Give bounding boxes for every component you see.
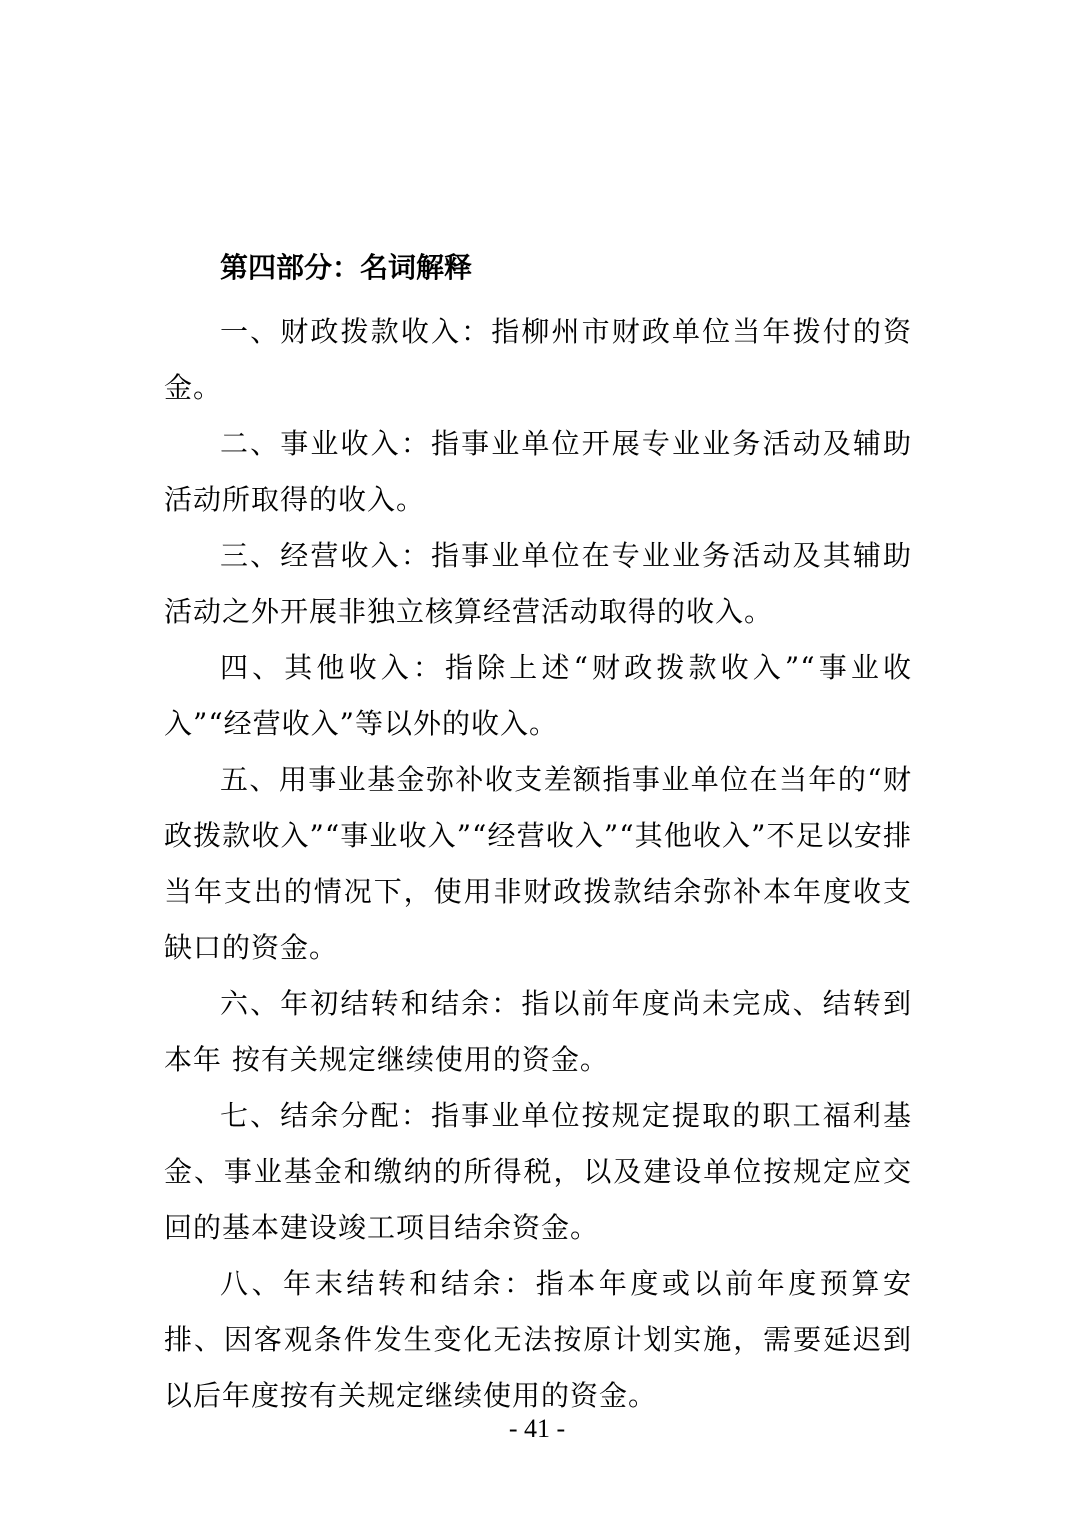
definition-other-income: 四、其他收入：指除上述“财政拨款收入”“事业收入”“经营收入”等以外的收入。 <box>164 651 912 740</box>
document-body <box>164 246 912 1424</box>
definition-beginning-carryover: 六、年初结转和结余：指以前年度尚未完成、结转到本年 按有关规定继续使用的资金。 <box>164 987 912 1076</box>
definition-business-fund-offset: 五、用事业基金弥补收支差额指事业单位在当年的“财政拨款收入”“事业收入”“经营收入”“其他收入”不足以安排当年支出的情况下，使用非财政拨款结余弥补本年度收支缺口的资金。 <box>164 763 912 964</box>
definition-ending-carryover: 八、年末结转和结余：指本年度或以前年度预算安排、因客观条件发生变化无法按原计划实施，需要延迟到以后年度按有关规定继续使用的资金。 <box>164 1267 912 1412</box>
section-heading: 第四部分：名词解释 <box>220 251 473 284</box>
definition-business-income: 二、事业收入：指事业单位开展专业业务活动及辅助活动所取得的收入。 <box>164 427 912 516</box>
definition-surplus-distribution: 七、结余分配：指事业单位按规定提取的职工福利基金、事业基金和缴纳的所得税，以及建设单位按规定应交回的基本建设竣工项目结余资金。 <box>164 1099 912 1244</box>
definition-operating-income: 三、经营收入：指事业单位在专业业务活动及其辅助活动之外开展非独立核算经营活动取得的收入。 <box>164 539 912 628</box>
definition-fiscal-appropriation-income: 一、财政拨款收入：指柳州市财政单位当年拨付的资金。 <box>164 315 912 404</box>
page-number: - 41 - <box>508 1414 566 1443</box>
